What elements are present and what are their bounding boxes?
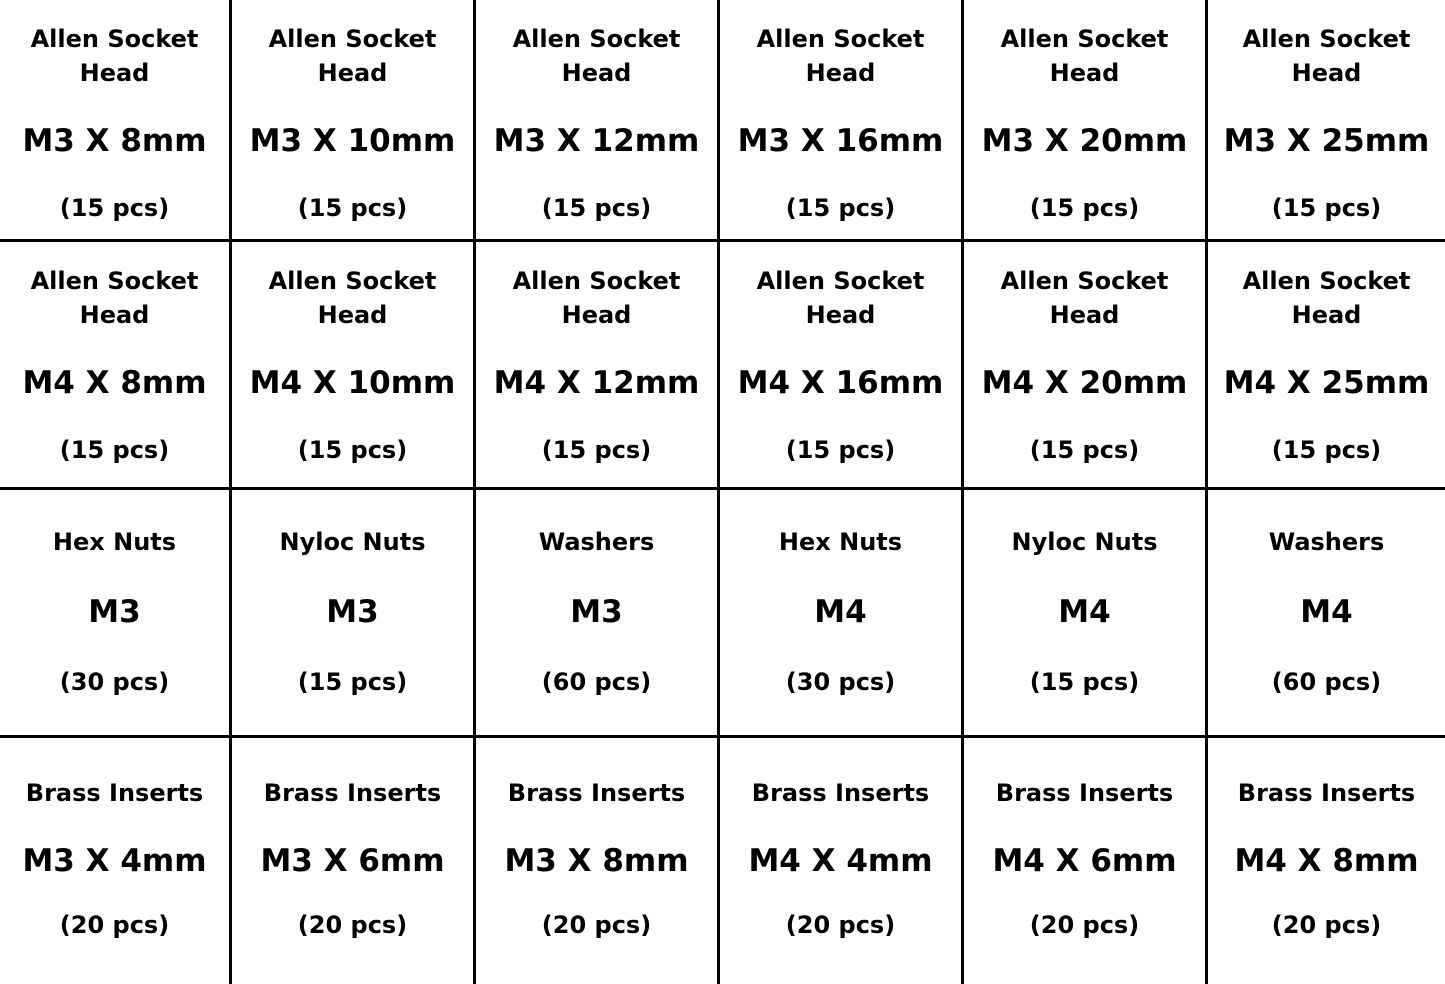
- item-label: Allen Socket Head: [30, 25, 199, 87]
- item-label: Brass Inserts: [995, 779, 1174, 807]
- item-quantity: (15 pcs): [59, 194, 170, 222]
- item-label: Brass Inserts: [263, 779, 442, 807]
- grid-cell: [720, 738, 964, 984]
- item-size: M3 X 16mm: [737, 123, 944, 159]
- item-size: M4 X 8mm: [22, 365, 207, 401]
- item-quantity: (15 pcs): [785, 194, 896, 222]
- grid-cell: [720, 242, 964, 490]
- item-quantity: (15 pcs): [1029, 436, 1140, 464]
- item-size: M3 X 10mm: [249, 123, 456, 159]
- item-quantity: (15 pcs): [297, 668, 408, 696]
- item-quantity: (20 pcs): [541, 911, 652, 939]
- item-quantity: (20 pcs): [297, 911, 408, 939]
- item-label: Brass Inserts: [1237, 779, 1416, 807]
- item-size: M3 X 20mm: [981, 123, 1188, 159]
- grid-cell: [476, 242, 720, 490]
- item-label: Allen Socket Head: [268, 267, 437, 329]
- item-size: M4 X 4mm: [748, 843, 933, 879]
- item-label: Washers: [1268, 528, 1385, 556]
- grid-cell: [0, 242, 232, 490]
- item-size: M3 X 6mm: [260, 843, 445, 879]
- grid-cell: [0, 490, 232, 738]
- item-quantity: (15 pcs): [785, 436, 896, 464]
- grid-cell: [964, 490, 1208, 738]
- item-size: M3: [326, 594, 379, 630]
- item-size: M4: [814, 594, 867, 630]
- item-label: Hex Nuts: [778, 528, 903, 556]
- item-size: M3 X 25mm: [1223, 123, 1430, 159]
- item-quantity: (20 pcs): [1271, 911, 1382, 939]
- item-label: Brass Inserts: [751, 779, 930, 807]
- item-size: M3: [570, 594, 623, 630]
- grid-cell: [476, 0, 720, 242]
- item-label: Nyloc Nuts: [1011, 528, 1158, 556]
- item-quantity: (15 pcs): [541, 194, 652, 222]
- grid-cell: [232, 738, 476, 984]
- item-size: M4 X 6mm: [992, 843, 1177, 879]
- item-label: Allen Socket Head: [268, 25, 437, 87]
- grid-cell: [1208, 0, 1445, 242]
- item-quantity: (15 pcs): [1271, 194, 1382, 222]
- item-size: M4 X 12mm: [493, 365, 700, 401]
- item-quantity: (20 pcs): [1029, 911, 1140, 939]
- item-quantity: (15 pcs): [297, 436, 408, 464]
- item-size: M4: [1058, 594, 1111, 630]
- grid-cell: [964, 0, 1208, 242]
- grid-cell: [964, 242, 1208, 490]
- item-label: Allen Socket Head: [1000, 25, 1169, 87]
- grid-cell: [964, 738, 1208, 984]
- item-label: Allen Socket Head: [512, 25, 681, 87]
- grid-cell: [720, 490, 964, 738]
- item-quantity: (15 pcs): [59, 436, 170, 464]
- grid-cell: [720, 0, 964, 242]
- item-quantity: (15 pcs): [1029, 194, 1140, 222]
- item-quantity: (20 pcs): [785, 911, 896, 939]
- item-size: M3 X 8mm: [22, 123, 207, 159]
- item-label: Brass Inserts: [25, 779, 204, 807]
- item-label: Washers: [538, 528, 655, 556]
- grid-cell: [476, 490, 720, 738]
- item-label: Nyloc Nuts: [279, 528, 426, 556]
- item-quantity: (30 pcs): [59, 668, 170, 696]
- grid-cell: [232, 242, 476, 490]
- grid-cell: [476, 738, 720, 984]
- grid-cell: [0, 738, 232, 984]
- item-quantity: (15 pcs): [541, 436, 652, 464]
- item-label: Allen Socket Head: [512, 267, 681, 329]
- grid-cell: [0, 0, 232, 242]
- item-label: Allen Socket Head: [30, 267, 199, 329]
- item-label: Allen Socket Head: [756, 25, 925, 87]
- grid-cell: [1208, 242, 1445, 490]
- item-size: M4 X 20mm: [981, 365, 1188, 401]
- item-size: M4 X 10mm: [249, 365, 456, 401]
- item-label: Allen Socket Head: [756, 267, 925, 329]
- item-quantity: (15 pcs): [1271, 436, 1382, 464]
- item-label: Brass Inserts: [507, 779, 686, 807]
- item-quantity: (20 pcs): [59, 911, 170, 939]
- item-size: M3 X 8mm: [504, 843, 689, 879]
- grid-cell: [1208, 490, 1445, 738]
- item-label: Hex Nuts: [52, 528, 177, 556]
- item-quantity: (30 pcs): [785, 668, 896, 696]
- item-label: Allen Socket Head: [1242, 267, 1411, 329]
- item-quantity: (60 pcs): [1271, 668, 1382, 696]
- grid-cell: [1208, 738, 1445, 984]
- item-label: Allen Socket Head: [1000, 267, 1169, 329]
- item-size: M3: [88, 594, 141, 630]
- item-size: M4 X 8mm: [1234, 843, 1419, 879]
- item-size: M4 X 16mm: [737, 365, 944, 401]
- grid-cell: [232, 490, 476, 738]
- grid-cell: [232, 0, 476, 242]
- item-size: M4 X 25mm: [1223, 365, 1430, 401]
- item-size: M3 X 12mm: [493, 123, 700, 159]
- item-size: M4: [1300, 594, 1353, 630]
- item-quantity: (60 pcs): [541, 668, 652, 696]
- item-quantity: (15 pcs): [297, 194, 408, 222]
- item-label: Allen Socket Head: [1242, 25, 1411, 87]
- item-quantity: (15 pcs): [1029, 668, 1140, 696]
- item-size: M3 X 4mm: [22, 843, 207, 879]
